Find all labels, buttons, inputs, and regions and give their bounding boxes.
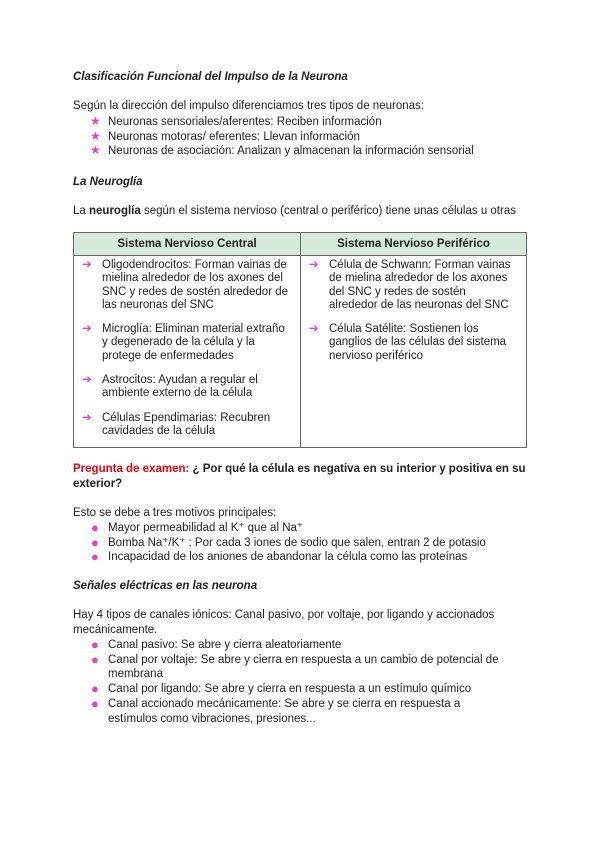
table-header-central: Sistema Nervioso Central bbox=[74, 233, 301, 256]
section-title-senales: Señales eléctricas en las neurona bbox=[73, 580, 258, 592]
central-cell bbox=[74, 256, 301, 448]
list-item: ● Incapacidad de los aniones de abandonar la célula como las proteínas bbox=[91, 549, 468, 565]
star-icon: ★ bbox=[90, 114, 101, 128]
arrow-icon: ➔ bbox=[309, 259, 319, 271]
channels-list bbox=[90, 638, 500, 726]
list-item: ★ Neuronas motoras/ eferentes: Llevan información bbox=[90, 128, 360, 143]
table-item: ➔ Microglía: Eliminan material extraño y degenerado de la célula y la protege de enfermedades bbox=[82, 323, 285, 362]
table-header-peripheral: Sistema Nervioso Periférico bbox=[301, 233, 527, 256]
section2-intro: La neuroglía según el sistema nervioso (central o periférico) tiene unas células u otras bbox=[73, 205, 516, 217]
arrow-icon: ➔ bbox=[82, 259, 92, 271]
bullet-icon: ● bbox=[91, 534, 99, 550]
section-title-neuroglia: La Neuroglía bbox=[73, 176, 143, 188]
table-item: ➔ Astrocitos: Ayudan a regular el ambiente externo de la célula bbox=[82, 374, 258, 400]
list-item: ★ Neuronas de asociación: Analizan y almacenan la información sensorial bbox=[90, 143, 474, 158]
neuron-types-list bbox=[90, 115, 474, 159]
star-icon: ★ bbox=[90, 143, 101, 158]
bullet-icon: ● bbox=[91, 681, 99, 697]
list-item: ★ Neuronas sensoriales/aferentes: Reciben información bbox=[90, 114, 382, 128]
arrow-icon: ➔ bbox=[82, 323, 92, 336]
section-title-clasificacion: Clasificación Funcional del Impulso de la Neurona bbox=[73, 71, 348, 83]
exam-intro: Esto se debe a tres motivos principales: bbox=[73, 507, 277, 519]
exam-label: Pregunta de examen: bbox=[73, 463, 190, 475]
bullet-icon: ● bbox=[91, 549, 99, 565]
peripheral-cell bbox=[301, 256, 527, 448]
arrow-icon: ➔ bbox=[82, 411, 92, 424]
exam-question: Pregunta de examen: ¿ Por qué la célula es negativa en su interior y positiva en su exterior? bbox=[73, 463, 526, 490]
table-item: ➔ Oligodendrocitos: Forman vainas de mielina alrededor de los axones del SNC y redes de sostén alrededor de las neuronas del SNC bbox=[82, 259, 289, 311]
bullet-icon: ● bbox=[91, 695, 99, 711]
list-item: ● Canal por ligando: Se abre y cierra en respuesta a un estímulo químico bbox=[91, 681, 472, 697]
table-item: ➔ Célula de Schwann: Forman vainas de mielina alrededor de los axones del SNC y redes de sostén alrededor de las neuronas del SNC bbox=[309, 259, 511, 311]
list-item: ● Mayor permeabilidad al K⁺ que al Na⁺ bbox=[91, 520, 303, 535]
bullet-icon: ● bbox=[91, 637, 99, 652]
list-item: ● Canal accionado mecánicamente: Se abre y se cierra en respuesta a estímulos como vibraciones, presiones... bbox=[91, 695, 461, 725]
table-item: ➔ Células Ependimarias: Recubren cavidades de la célula bbox=[82, 411, 271, 437]
neuroglia-table bbox=[73, 232, 527, 448]
table-item: ➔ Célula Satélite: Sostienen los ganglios de las células del sistema nervioso periférico bbox=[309, 323, 507, 362]
star-icon: ★ bbox=[90, 128, 101, 143]
arrow-icon: ➔ bbox=[309, 323, 319, 336]
list-item: ● Bomba Na⁺/K⁺ : Por cada 3 iones de sodio que salen, entran 2 de potasio bbox=[91, 534, 486, 550]
section3-intro: Hay 4 tipos de canales iónicos: Canal pasivo, por voltaje, por ligando y accionados mecánicamente. bbox=[73, 609, 495, 636]
list-item: ● Canal por voltaje: Se abre y cierra en respuesta a un cambio de potencial de membrana bbox=[91, 651, 499, 681]
bullet-icon: ● bbox=[91, 651, 99, 667]
bullet-icon: ● bbox=[91, 520, 99, 535]
arrow-icon: ➔ bbox=[82, 374, 92, 387]
section1-intro: Según la dirección del impulso diferenciamos tres tipos de neuronas: bbox=[73, 100, 424, 112]
reasons-list bbox=[90, 521, 486, 565]
list-item: ● Canal pasivo: Se abre y cierra aleatoriamente bbox=[91, 637, 342, 652]
